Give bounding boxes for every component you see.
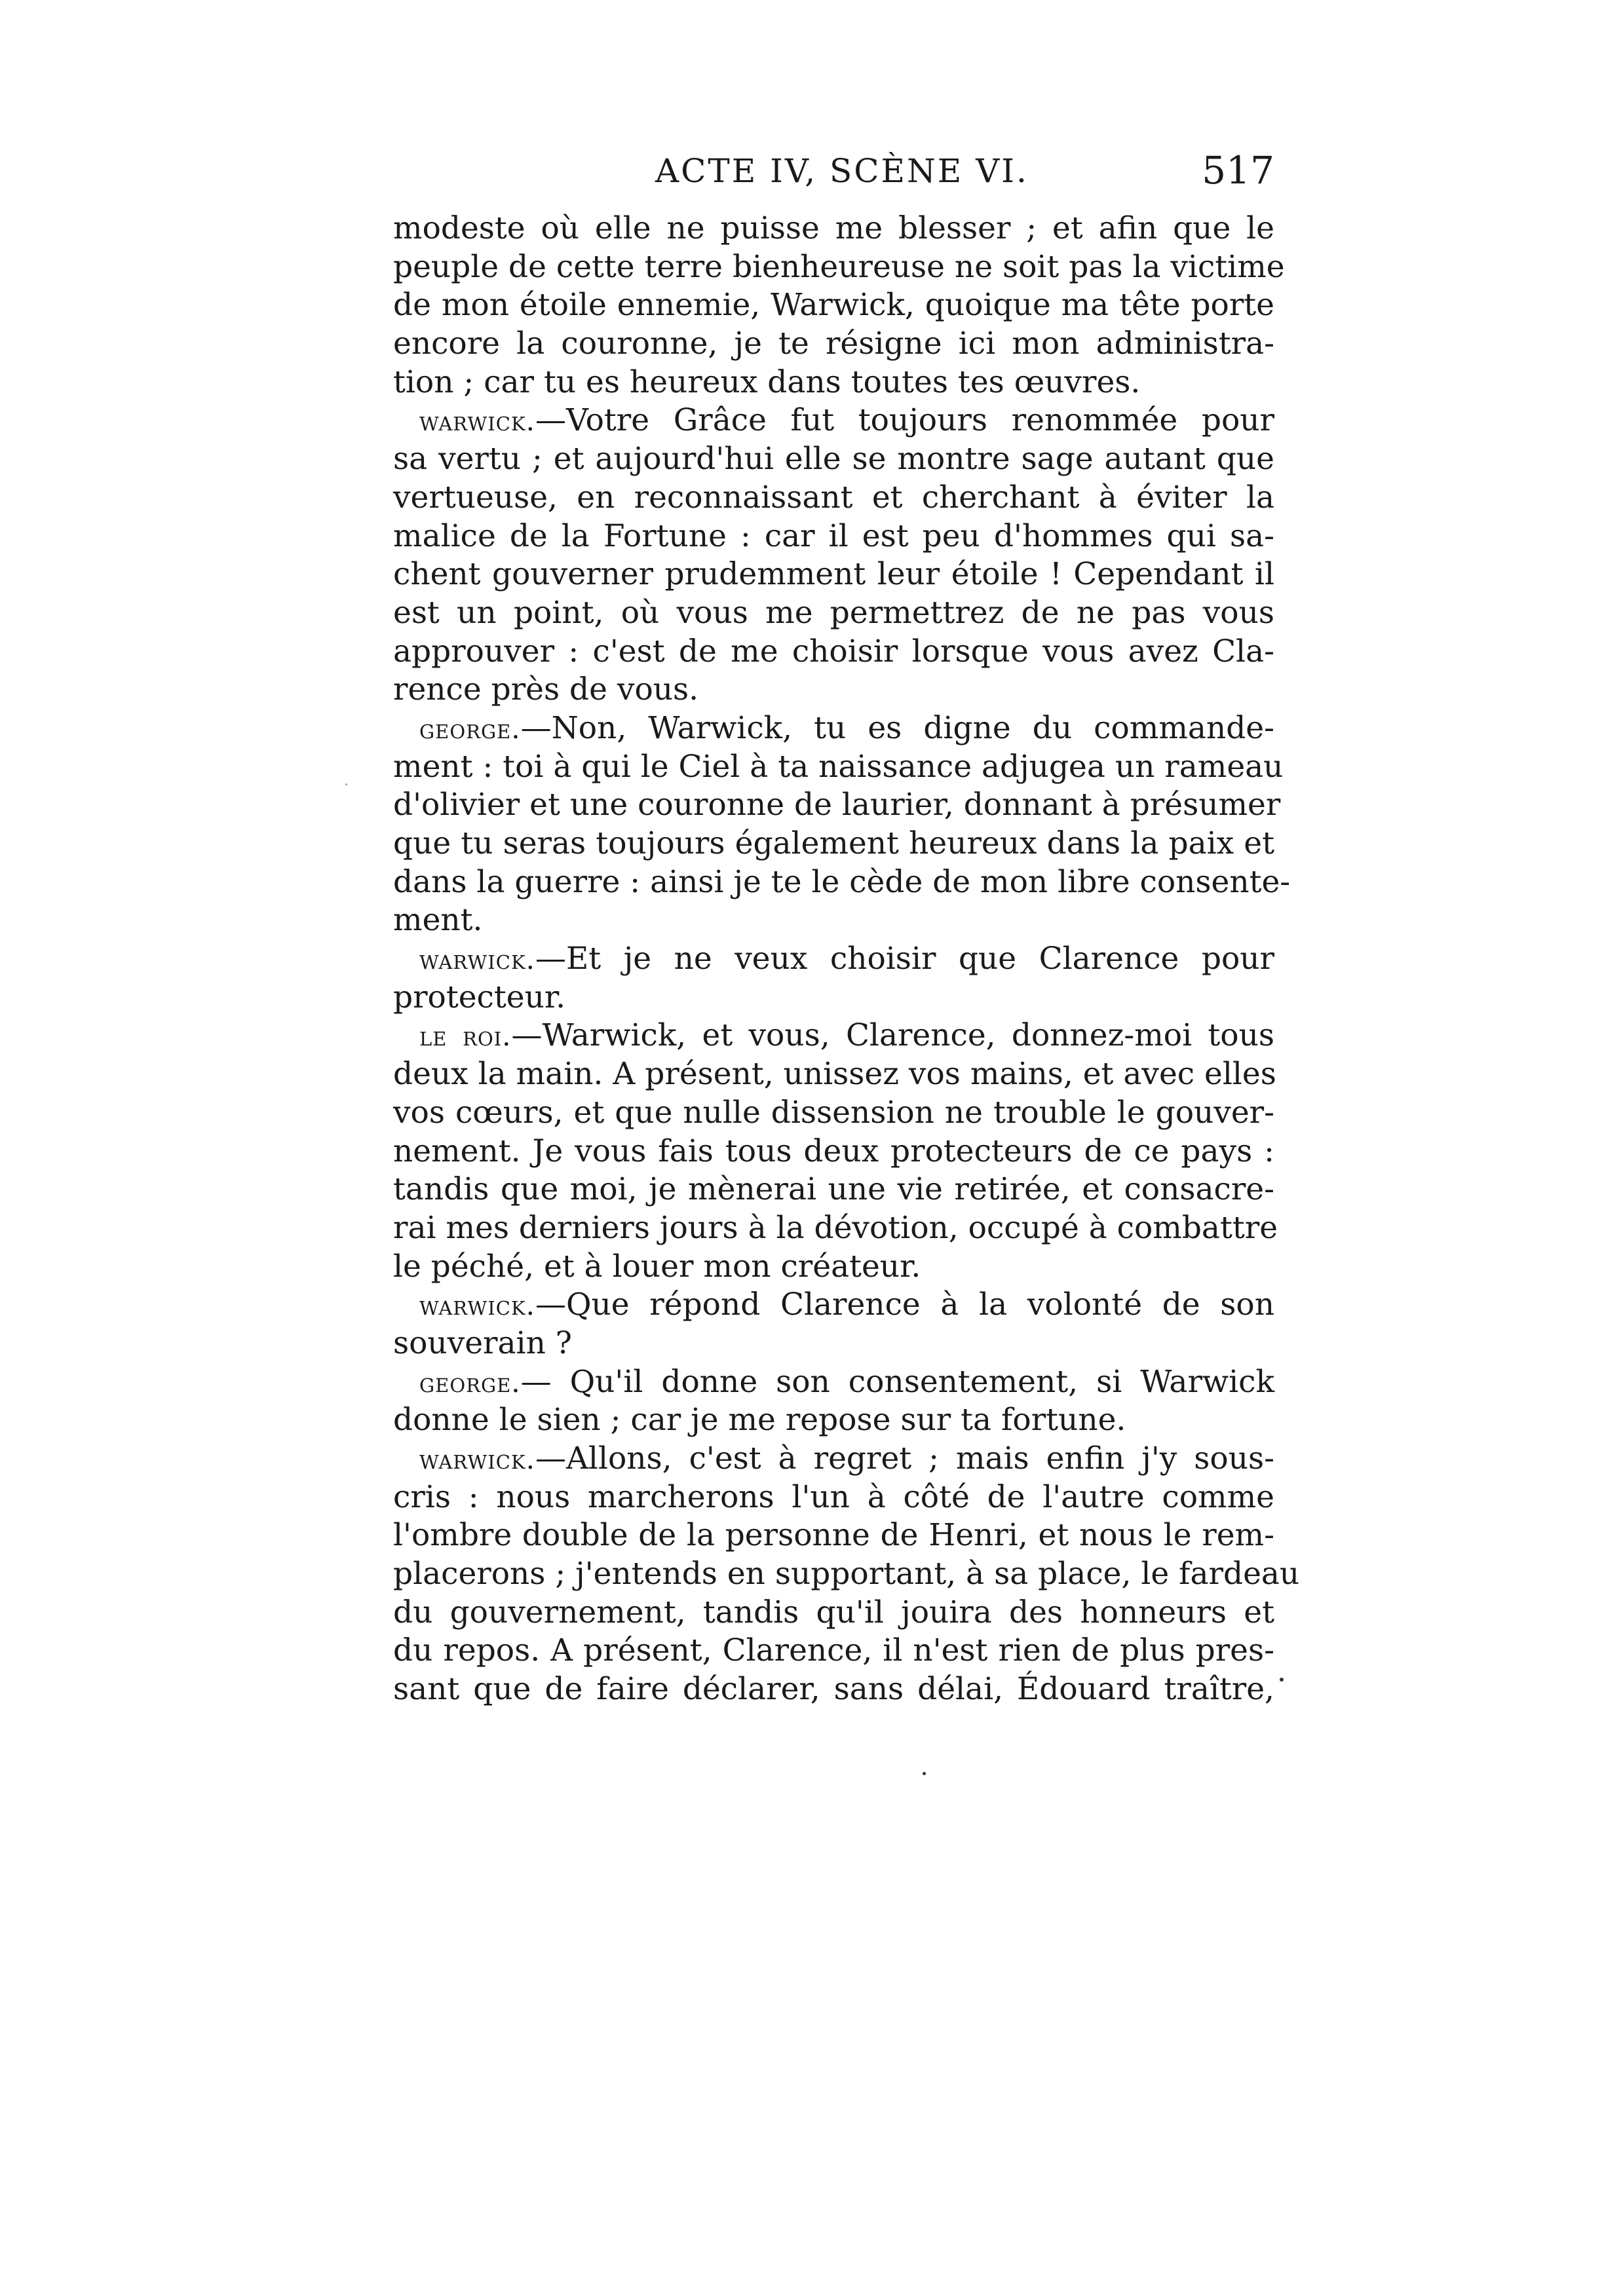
speaker-name: george. — [419, 712, 521, 745]
text-line: du gouvernement, tandis qu'il jouira des honneurs et — [393, 1594, 1274, 1630]
text-line: ment. — [393, 902, 483, 939]
page-number: 517 — [1202, 148, 1274, 193]
text-line: souverain ? — [393, 1325, 572, 1361]
text-line: encore la couronne, je te résigne ici mon administra- — [393, 326, 1274, 362]
text-line: peuple de cette terre bienheureuse ne soit pas la victime — [393, 248, 1285, 285]
text-line: dans la guerre : ainsi je te le cède de mon libre consente- — [393, 863, 1291, 900]
text-line: sa vertu ; et aujourd'hui elle se montre sage autant que — [393, 441, 1274, 478]
paragraph — [393, 1363, 1274, 1440]
paragraph — [393, 402, 1274, 709]
text-line: sant que de faire déclarer, sans délai, Édouard traître, — [393, 1671, 1274, 1708]
speaker-name: warwick. — [419, 943, 535, 976]
text-line: nement. Je vous fais tous deux protecteurs de ce pays : — [393, 1133, 1274, 1169]
speech-first-line — [393, 1363, 1274, 1402]
paragraph — [393, 1017, 1278, 1286]
paragraph — [393, 940, 1274, 1017]
text-line: d'olivier et une couronne de laurier, donnant à présumer — [393, 787, 1281, 823]
speaker-name: warwick. — [419, 1443, 535, 1475]
speech-first-line — [393, 402, 1274, 440]
speech-text: —Non, Warwick, tu es digne du commande- — [520, 709, 1274, 746]
page-header — [393, 148, 1274, 198]
speaker-name: warwick. — [419, 405, 535, 438]
speech-text: —Warwick, et vous, Clarence, donnez-moi tous — [511, 1017, 1274, 1054]
text-line: rence près de vous. — [393, 671, 699, 708]
text-line: ment : toi à qui le Ciel à ta naissance adjugea un rameau — [393, 748, 1284, 785]
speech-text: —Et je ne veux choisir que Clarence pour — [535, 941, 1274, 977]
scan-speck — [1280, 1678, 1284, 1682]
speaker-name: le roi. — [419, 1020, 512, 1053]
scan-speck — [345, 783, 347, 785]
text-line: chent gouverner prudemment leur étoile ! Cependant il — [393, 556, 1274, 593]
text-line: deux la main. A présent, unissez vos mains, et avec elles — [393, 1056, 1276, 1093]
text-line: tion ; car tu es heureux dans toutes tes œuvres. — [393, 364, 1141, 400]
text-line: de mon étoile ennemie, Warwick, quoique ma tête porte — [393, 287, 1274, 324]
paragraph — [393, 1286, 1274, 1363]
paragraph — [393, 709, 1291, 940]
text-line: le péché, et à louer mon créateur. — [393, 1248, 921, 1285]
text-line: vertueuse, en reconnaissant et cherchant à éviter la — [393, 479, 1274, 516]
speech-text: —Votre Grâce fut toujours renommée pour — [535, 402, 1274, 439]
paragraph — [393, 210, 1285, 402]
text-line: tandis que moi, je mènerai une vie retirée, et consacre- — [393, 1171, 1274, 1208]
text-line: donne le sien ; car je me repose sur ta fortune. — [393, 1402, 1126, 1439]
running-head: ACTE IV, SCÈNE VI. — [655, 152, 1029, 190]
text-line: modeste où elle ne puisse me blesser ; et afin que le — [393, 210, 1274, 246]
speech-first-line — [393, 1286, 1274, 1325]
text-line: placerons ; j'entends en supportant, à sa place, le fardeau — [393, 1556, 1300, 1592]
speech-text: —Que répond Clarence à la volonté de son — [535, 1287, 1274, 1323]
text-line: du repos. A présent, Clarence, il n'est rien de plus pres- — [393, 1632, 1274, 1669]
text-line: rai mes derniers jours à la dévotion, occupé à combattre — [393, 1209, 1278, 1246]
speaker-name: george. — [419, 1366, 521, 1399]
speaker-name: warwick. — [419, 1289, 535, 1322]
text-line: protecteur. — [393, 979, 566, 1015]
text-line: que tu seras toujours également heureux dans la paix et — [393, 825, 1274, 861]
text-line: l'ombre double de la personne de Henri, et nous le rem- — [393, 1517, 1274, 1554]
text-block — [393, 210, 1300, 1709]
speech-text: — Qu'il donne son consentement, si Warwick — [520, 1363, 1274, 1400]
speech-first-line — [393, 1440, 1274, 1478]
speech-text: —Allons, c'est à regret ; mais enfin j'y sous- — [535, 1440, 1274, 1477]
text-line: est un point, où vous me permettrez de ne pas vous — [393, 594, 1274, 631]
text-line: approuver : c'est de me choisir lorsque vous avez Cla- — [393, 633, 1274, 669]
text-line: cris : nous marcherons l'un à côté de l'autre comme — [393, 1478, 1274, 1515]
paragraph — [393, 1440, 1300, 1709]
text-line: malice de la Fortune : car il est peu d'hommes qui sa- — [393, 518, 1274, 554]
speech-first-line — [393, 709, 1274, 748]
text-line: vos cœurs, et que nulle dissension ne trouble le gouver- — [393, 1094, 1274, 1131]
speech-first-line — [393, 1017, 1274, 1055]
scan-speck — [923, 1772, 926, 1775]
speech-first-line — [393, 940, 1274, 979]
